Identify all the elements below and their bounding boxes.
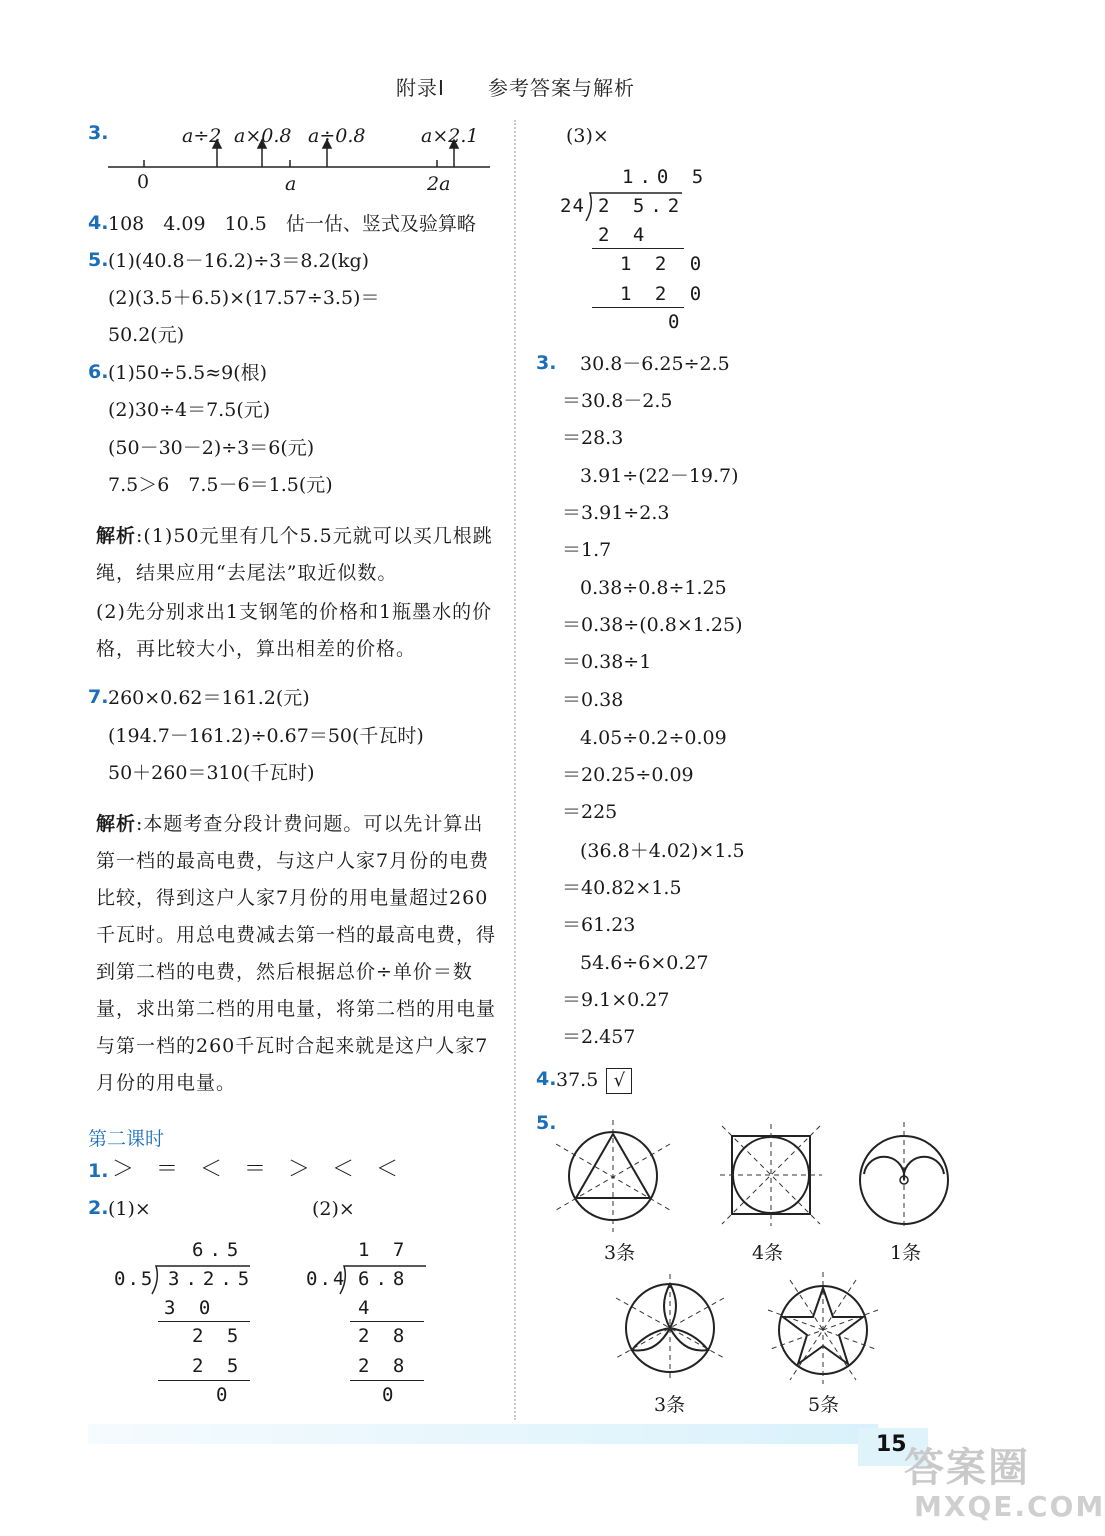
r-q3-line-13: ＝225 bbox=[562, 801, 618, 823]
div3-dividend: 2 5.2 bbox=[598, 195, 686, 217]
div2-quotient: 1 7 bbox=[358, 1239, 411, 1261]
div1-step-1: 3 0 bbox=[164, 1297, 217, 1319]
div3-step-3: 1 2 0 bbox=[620, 283, 708, 305]
q5-line-3: 50.2(元) bbox=[108, 324, 185, 346]
div1-rule-1 bbox=[158, 1321, 250, 1322]
r-q3-line-12: ＝20.25÷0.09 bbox=[562, 764, 694, 786]
r-q3-line-16: ＝61.23 bbox=[562, 914, 636, 936]
q6-number: 6. bbox=[88, 361, 109, 383]
r-q3-line-7: 0.38÷0.8÷1.25 bbox=[580, 577, 727, 599]
label-a-times-0.8: a×0.8 bbox=[234, 125, 292, 147]
q7-number: 7. bbox=[88, 686, 109, 708]
r-q3-line-14: (36.8＋4.02)×1.5 bbox=[580, 840, 745, 862]
watermark-site: MXQE.COM bbox=[914, 1490, 1105, 1523]
figure-star-in-circle bbox=[764, 1270, 882, 1386]
div3-step-1: 2 4 bbox=[598, 224, 651, 246]
header-title: 参考答案与解析 bbox=[488, 76, 635, 100]
q6-line-4: 7.5＞6 7.5－6＝1.5(元) bbox=[108, 474, 333, 496]
r-q4-answer bbox=[556, 1068, 632, 1094]
r-q3-line-3: ＝28.3 bbox=[562, 427, 624, 449]
r-q3-line-10: ＝0.38 bbox=[562, 689, 624, 711]
caption-3: 1条 bbox=[890, 1242, 922, 1264]
div1-remainder: 0 bbox=[216, 1384, 234, 1406]
tick-label-0: 0 bbox=[137, 171, 150, 193]
r-q3-line-6: ＝1.7 bbox=[562, 539, 612, 561]
l-q2-part-1: (1)× bbox=[108, 1198, 151, 1220]
caption-5: 5条 bbox=[808, 1394, 840, 1416]
r-q3-line-9: ＝0.38÷1 bbox=[562, 651, 652, 673]
r-q3-line-2: ＝30.8－2.5 bbox=[562, 390, 673, 412]
label-a-div-2: a÷2 bbox=[182, 125, 222, 147]
r-q5-number: 5. bbox=[536, 1112, 557, 1134]
div1-step-3: 2 5 bbox=[192, 1355, 245, 1377]
column-divider bbox=[514, 120, 516, 1420]
div3-quotient: 1.0 5 bbox=[622, 166, 710, 188]
figure-heart-in-circle bbox=[852, 1120, 956, 1232]
r-q4-number: 4. bbox=[536, 1068, 557, 1090]
figure-petals-in-circle bbox=[612, 1272, 728, 1384]
analysis-label: 解析 bbox=[96, 813, 137, 835]
analysis-label: 解析 bbox=[96, 525, 137, 547]
div1-dividend: 3.2.5 bbox=[168, 1268, 256, 1290]
q3-number: 3. bbox=[88, 122, 109, 144]
r-q4-value: 37.5 bbox=[556, 1069, 599, 1091]
div1-divisor: 0.5 bbox=[114, 1268, 155, 1290]
tick-label-2a: 2a bbox=[427, 173, 451, 195]
header-section: 附录Ⅰ bbox=[396, 76, 445, 100]
q5-line-2: (2)(3.5＋6.5)×(17.57÷3.5)＝ bbox=[108, 287, 380, 309]
r-q3-line-8: ＝0.38÷(0.8×1.25) bbox=[562, 614, 743, 636]
caption-2: 4条 bbox=[752, 1242, 784, 1264]
q4-answer: 108 4.09 10.5 估一估、竖式及验算略 bbox=[108, 213, 476, 235]
l-q2-number: 2. bbox=[88, 1197, 109, 1219]
r-q3-line-18: ＝9.1×0.27 bbox=[562, 989, 670, 1011]
div2-step-2: 2 8 bbox=[358, 1325, 411, 1347]
r-q3-number: 3. bbox=[536, 352, 557, 374]
div2-rule-1 bbox=[350, 1321, 424, 1322]
caption-1: 3条 bbox=[604, 1242, 636, 1264]
div3-step-2: 1 2 0 bbox=[620, 253, 708, 275]
q2-part-3: (3)× bbox=[566, 125, 609, 147]
q5-line-1: (1)(40.8－16.2)÷3＝8.2(kg) bbox=[108, 250, 370, 272]
q7-analysis bbox=[96, 806, 496, 1102]
l-q2-part-2: (2)× bbox=[312, 1198, 355, 1220]
q7-line-2: (194.7－161.2)÷0.67＝50(千瓦时) bbox=[108, 725, 424, 747]
figure-triangle-in-circle bbox=[550, 1118, 680, 1234]
div1-rule-2 bbox=[158, 1380, 250, 1381]
watermark-logo: 答案圈 bbox=[904, 1445, 1030, 1491]
q7-analysis-text: :本题考查分段计费问题。可以先计算出第一档的最高电费，与这户人家7月份的电费比较，得到这户人家7月份的用电量超过260千瓦时。用总电费减去第一档的最高电费，得到第二档的电费，然后根据总价÷单价＝数量，求出第二档的用电量，将第二档的用电量与第一档的260千瓦时合起来就是这户人家7月份的用电量。 bbox=[96, 813, 497, 1094]
div1-step-2: 2 5 bbox=[192, 1325, 245, 1347]
div3-rule-2 bbox=[592, 307, 684, 308]
r-q3-line-5: ＝3.91÷2.3 bbox=[562, 502, 670, 524]
q7-line-3: 50＋260＝310(千瓦时) bbox=[108, 762, 315, 784]
div2-rule-2 bbox=[350, 1380, 424, 1381]
div3-divisor: 24 bbox=[560, 195, 585, 217]
q6-analysis bbox=[96, 518, 496, 592]
label-a-div-0.8: a÷0.8 bbox=[308, 125, 366, 147]
l-q1-number: 1. bbox=[88, 1160, 109, 1182]
div3-remainder: 0 bbox=[668, 311, 686, 333]
div1-quotient: 6.5 bbox=[192, 1239, 245, 1261]
div2-remainder: 0 bbox=[382, 1384, 400, 1406]
l-q1-answer: ＞ ＝ ＜ ＝ ＞ ＜ ＜ bbox=[112, 1157, 399, 1182]
div2-step-1: 4 bbox=[358, 1297, 376, 1319]
footer-band bbox=[88, 1424, 878, 1444]
q5-number: 5. bbox=[88, 249, 109, 271]
r-q3-line-1: 30.8－6.25÷2.5 bbox=[580, 353, 730, 375]
caption-4: 3条 bbox=[654, 1394, 686, 1416]
q6-analysis-2: (2)先分别求出1支钢笔的价格和1瓶墨水的价格，再比较大小，算出相差的价格。 bbox=[96, 601, 493, 660]
checkmark-icon: √ bbox=[606, 1068, 632, 1094]
r-q3-line-4: 3.91÷(22－19.7) bbox=[580, 465, 739, 487]
q7-line-1: 260×0.62＝161.2(元) bbox=[108, 687, 310, 709]
r-q3-line-15: ＝40.82×1.5 bbox=[562, 877, 682, 899]
lesson-heading: 第二课时 bbox=[88, 1128, 165, 1150]
r-q3-line-17: 54.6÷6×0.27 bbox=[580, 952, 709, 974]
r-q3-line-19: ＝2.457 bbox=[562, 1026, 636, 1048]
div3-rule-1 bbox=[592, 248, 684, 249]
label-a-times-2.1: a×2.1 bbox=[421, 125, 479, 147]
q6-line-1: (1)50÷5.5≈9(根) bbox=[108, 362, 268, 384]
r-q3-line-11: 4.05÷0.2÷0.09 bbox=[580, 727, 727, 749]
div2-step-3: 2 8 bbox=[358, 1355, 411, 1377]
q6-analysis-text: :(1)50元里有几个5.5元就可以买几根跳绳，结果应用“去尾法”取近似数。 bbox=[96, 525, 493, 584]
q4-number: 4. bbox=[88, 212, 109, 234]
q6-line-2: (2)30÷4＝7.5(元) bbox=[108, 399, 271, 421]
q6-line-3: (50－30－2)÷3＝6(元) bbox=[108, 437, 315, 459]
page-number: 15 bbox=[876, 1432, 907, 1457]
div2-divisor: 0.4 bbox=[306, 1268, 347, 1290]
tick-label-a: a bbox=[285, 173, 297, 195]
div2-dividend: 6.8 bbox=[358, 1268, 411, 1290]
figure-circle-in-square bbox=[718, 1122, 824, 1228]
